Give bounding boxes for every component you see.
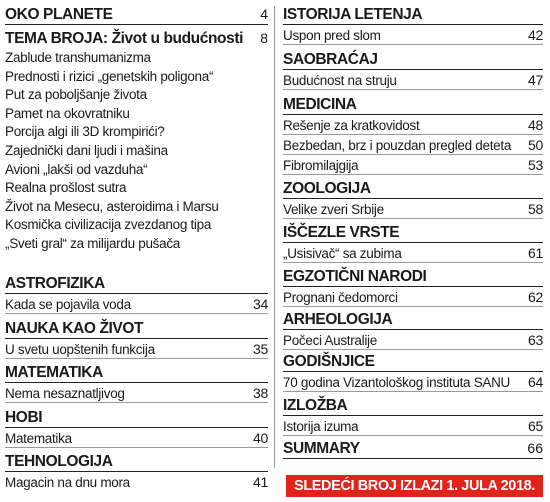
section-medicina — [283, 94, 543, 175]
section-heading — [283, 395, 543, 416]
list-item — [5, 123, 268, 142]
article-title: Bezbedan, brz i pouzdan pregled deteta — [283, 138, 512, 153]
section-godisnjice — [283, 351, 543, 392]
section-heading — [5, 318, 268, 339]
list-item — [283, 70, 543, 90]
section-title: TEHNOLOGIJA — [5, 453, 113, 470]
list-item — [5, 161, 268, 180]
list-item — [5, 179, 268, 198]
section-title: GODIŠNJICE — [283, 353, 375, 370]
list-item — [5, 235, 268, 254]
article-title: Avioni „lakši od vazduha“ — [5, 161, 148, 177]
section-title: ZOOLOGIJA — [283, 180, 371, 197]
section-title: IŠČEZLE VRSTE — [283, 224, 400, 241]
list-item — [5, 105, 268, 124]
article-title: Velike zveri Srbije — [283, 202, 384, 217]
section-title: OKO PLANETE — [5, 6, 113, 23]
section-zoologija — [283, 178, 543, 219]
list-item — [5, 294, 268, 314]
section-hobi — [5, 407, 268, 448]
list-item — [283, 372, 543, 392]
section-heading — [283, 222, 543, 243]
article-title: Rešenje za kratkovidost — [283, 118, 420, 133]
article-title: Pamet na okovratniku — [5, 105, 130, 121]
list-item — [283, 155, 543, 175]
page-number: 66 — [527, 440, 543, 456]
article-title: Fibromilajgija — [283, 158, 359, 173]
section-oko-planete — [5, 4, 268, 25]
page-number: 47 — [528, 72, 543, 88]
article-title: U svetu uopštenih funkcija — [5, 342, 155, 357]
page-number: 62 — [528, 289, 543, 305]
list-item — [283, 416, 543, 436]
article-title: „Sveti gral“ za milijardu pušača — [5, 235, 180, 251]
list-item — [283, 135, 543, 155]
article-title: Prognani čedomorci — [283, 290, 398, 305]
page-number: 4 — [260, 6, 268, 22]
section-title: HOBI — [5, 409, 43, 426]
section-title: TEMA BROJA: Život u budućnosti — [5, 30, 243, 47]
section-title: SAOBRAĆAJ — [283, 51, 378, 68]
section-title: MEDICINA — [283, 96, 357, 113]
list-item — [5, 198, 268, 217]
section-heading — [283, 309, 543, 330]
page-number: 65 — [528, 418, 543, 434]
section-title: ISTORIJA LETENJA — [283, 6, 423, 23]
list-item — [283, 243, 543, 263]
section-egzoticni-narodi — [283, 266, 543, 307]
page-number: 42 — [528, 27, 543, 43]
article-title: Nema nesaznatljivog — [5, 386, 125, 401]
section-title: ASTROFIZIKA — [5, 275, 105, 292]
section-heading — [5, 28, 268, 49]
article-title: Budućnost na struju — [283, 73, 397, 88]
section-heading — [5, 273, 268, 294]
page-number: 41 — [253, 474, 268, 490]
article-title: Zajednički dani ljudi i mašina — [5, 142, 168, 158]
article-title: Zablude transhumanizma — [5, 50, 151, 65]
list-item — [5, 472, 268, 492]
list-item — [283, 199, 543, 219]
article-title: „Usisivač“ sa zubima — [283, 246, 402, 261]
section-iscezle-vrste — [283, 222, 543, 263]
article-title: Magacin na dnu mora — [5, 475, 130, 490]
section-heading — [5, 362, 268, 383]
section-matematika — [5, 362, 268, 403]
section-title: SUMMARY — [283, 440, 360, 457]
article-title: Uspon pred slom — [283, 28, 381, 43]
section-summary — [283, 438, 543, 459]
article-title: Realna prošlost sutra — [5, 180, 127, 196]
section-tema-broja — [5, 28, 268, 254]
page-number: 50 — [528, 137, 543, 153]
article-title: Prednosti i rizici „genetskih poligona“ — [5, 68, 214, 84]
section-heading — [5, 407, 268, 428]
section-saobracaj — [283, 49, 543, 90]
article-title: Kosmička civilizacija zvezdanog tipa — [5, 217, 212, 233]
page-number: 63 — [528, 332, 543, 348]
article-title: Porcija algi ili 3D krompirići? — [5, 124, 165, 140]
page-number: 61 — [528, 245, 543, 261]
article-title: Istorija izuma — [283, 419, 359, 434]
section-heading — [283, 4, 543, 25]
page-number: 34 — [253, 296, 268, 312]
section-heading — [283, 351, 543, 372]
section-heading — [283, 266, 543, 287]
section-title: MATEMATIKA — [5, 364, 103, 381]
page-number: 58 — [528, 201, 543, 217]
section-heading — [283, 94, 543, 115]
article-title: Put za poboljšanje života — [5, 87, 147, 103]
section-heading — [283, 49, 543, 70]
list-item — [5, 49, 268, 68]
list-item — [5, 142, 268, 161]
section-title: IZLOŽBA — [283, 397, 348, 414]
list-item — [283, 25, 543, 45]
list-item — [5, 68, 268, 87]
section-title: EGZOTIČNI NARODI — [283, 268, 427, 285]
section-astrofizika — [5, 273, 268, 314]
list-item — [283, 287, 543, 307]
list-item — [5, 216, 268, 235]
article-title: Kada se pojavila voda — [5, 297, 131, 312]
section-title: NAUKA KAO ŽIVOT — [5, 320, 144, 337]
section-title: ARHEOLOGIJA — [283, 311, 393, 328]
section-nauka-kao-zivot — [5, 318, 268, 359]
section-arheologija — [283, 309, 543, 350]
section-tehnologija — [5, 451, 268, 492]
section-heading — [5, 4, 268, 25]
list-item — [5, 339, 268, 359]
section-heading — [5, 451, 268, 472]
section-heading — [283, 178, 543, 199]
next-issue-banner: SLEDEĆI BROJ IZLAZI 1. JULA 2018. — [286, 475, 543, 497]
column-divider — [274, 6, 275, 468]
page-number: 38 — [253, 385, 268, 401]
list-item — [5, 383, 268, 403]
page-number: 64 — [528, 374, 543, 390]
section-heading — [283, 438, 543, 459]
article-title: Matematika — [5, 431, 72, 446]
page-number: 35 — [253, 341, 268, 357]
article-title: Život na Mesecu, asteroidima i Marsu — [5, 198, 219, 214]
list-item — [283, 115, 543, 135]
page-number: 40 — [253, 430, 268, 446]
list-item — [283, 330, 543, 350]
page-number: 48 — [528, 117, 543, 133]
article-title: Počeci Australije — [283, 333, 377, 348]
page-number: 53 — [528, 157, 543, 173]
page-number: 8 — [260, 30, 268, 46]
section-izlozba — [283, 395, 543, 436]
section-istorija-letenja — [283, 4, 543, 45]
article-title: 70 godina Vizantološkog instituta SANU — [283, 375, 510, 390]
list-item — [5, 428, 268, 448]
list-item — [5, 86, 268, 105]
